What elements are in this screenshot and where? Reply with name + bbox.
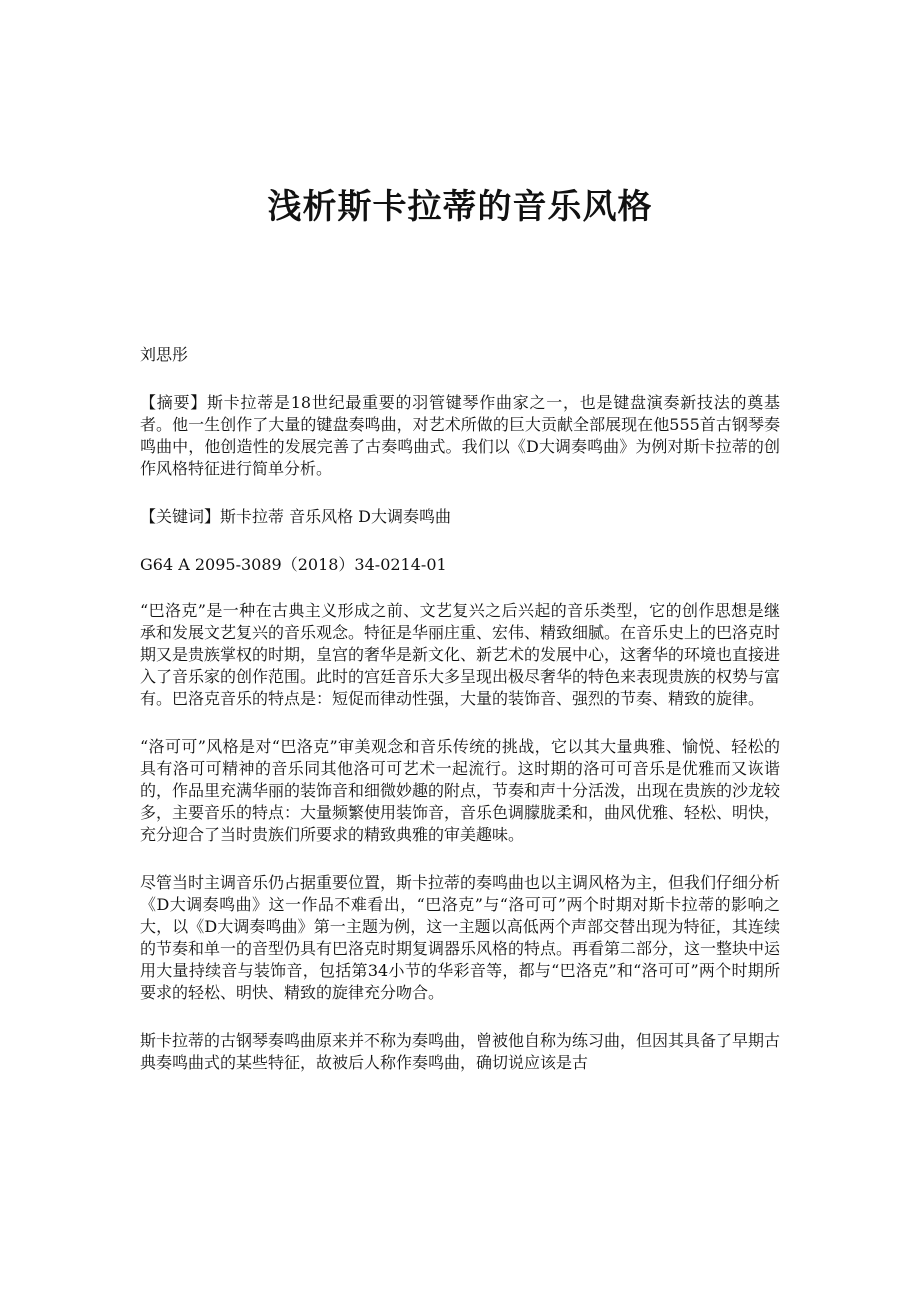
document-title: 浅析斯卡拉蒂的音乐风格 [267, 187, 653, 227]
keywords-line: 【关键词】斯卡拉蒂 音乐风格 D大调奏鸣曲 [140, 507, 452, 526]
classification-line: G64 A 2095-3089（2018）34-0214-01 [140, 555, 447, 574]
abstract-paragraph: 【摘要】斯卡拉蒂是18世纪最重要的羽管键琴作曲家之一，也是键盘演奏新技法的奠基者。他一生创作了大量的键盘奏鸣曲，对艺术所做的巨大贡献全部展现在他555首古钢琴奏鸣曲中，他创造性的发展完善了古奏鸣曲式。我们以《D大调奏鸣曲》为例对斯卡拉蒂的创作风格特征进行简单分析。 [140, 393, 780, 478]
body-paragraph: “洛可可”风格是对“巴洛克”审美观念和音乐传统的挑战，它以其大量典雅、愉悦、轻松的具有洛可可精神的音乐同其他洛可可艺术一起流行。这时期的洛可可音乐是优雅而又诙谐的，作品里充满华丽的装饰音和细微妙趣的附点，节奏和声十分活泼，出现在贵族的沙龙较多，主要音乐的特点：大量频繁使用装饰音，音乐色调朦胧柔和，曲风优雅、轻松、明快，充分迎合了当时贵族们所要求的精致典雅的审美趣味。 [140, 737, 781, 844]
body-paragraph: 斯卡拉蒂的古钢琴奏鸣曲原来并不称为奏鸣曲，曾被他自称为练习曲，但因其具备了早期古典奏鸣曲式的某些特征，故被后人称作奏鸣曲，确切说应该是古 [140, 1031, 781, 1072]
document-body [140, 344, 780, 1100]
body-paragraph: 尽管当时主调音乐仍占据重要位置，斯卡拉蒂的奏鸣曲也以主调风格为主，但我们仔细分析《D大调奏鸣曲》这一作品不难看出，“巴洛克”与“洛可可”两个时期对斯卡拉蒂的影响之大，以《D大调奏鸣曲》第一主题为例，这一主题以高低两个声部交替出现为特征，其连续的节奏和单一的音型仍具有巴洛克时期复调器乐风格的特点。再看第二部分，这一整块中运用大量持续音与装饰音，包括第34小节的华彩音等，都与“巴洛克”和“洛可可”两个时期所要求的轻松、明快、精致的旋律充分吻合。 [140, 873, 781, 1002]
author-name: 刘思彤 [140, 345, 189, 364]
body-paragraph: “巴洛克”是一种在古典主义形成之前、文艺复兴之后兴起的音乐类型，它的创作思想是继承和发展文艺复兴的音乐观念。特征是华丽庄重、宏伟、精致细腻。在音乐史上的巴洛克时期又是贵族掌权的时期，皇宫的奢华是新文化、新艺术的发展中心，这奢华的环境也直接进入了音乐家的创作范围。此时的宫廷音乐大多呈现出极尽奢华的特色来表现贵族的权势与富有。巴洛克音乐的特点是：短促而律动性强，大量的装饰音、强烈的节奏、精致的旋律。 [140, 601, 781, 708]
